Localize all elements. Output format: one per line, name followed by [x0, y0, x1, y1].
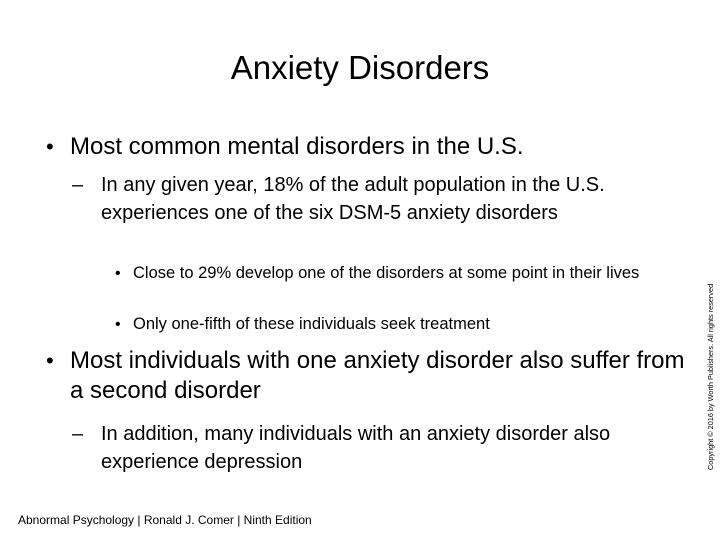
dash-marker: – [72, 174, 84, 196]
sub-sub-bullet-text: Close to 29% develop one of the disorders at some point in their lives [133, 264, 640, 282]
bullet-text: Most common mental disorders in the U.S. [70, 133, 524, 160]
slide-title: Anxiety Disorders [230, 49, 490, 86]
sub-bullet-text: In any given year, 18% of the adult population in the U.S. experiences one of the six DSM-5 anxiety disorders [101, 174, 605, 224]
bullet-item [46, 346, 686, 406]
bullet-marker: • [46, 134, 54, 159]
bullet-text: Most individuals with one anxiety disorder also suffer from a second disorder [70, 347, 685, 404]
sub-bullet-text: In addition, many individuals with an anxiety disorder also experience depression [101, 423, 611, 473]
sub-sub-bullet-item [115, 313, 675, 336]
sub-bullet-item [72, 420, 672, 476]
bullet-item [46, 132, 686, 162]
bullet-marker: • [46, 348, 54, 373]
sub-sub-bullet-item [115, 262, 675, 285]
copyright-notice: Copyright © 2016 by Worth Publishers. All rights reserved [706, 283, 715, 470]
slide-footer: Abnormal Psychology | Ronald J. Comer | Ninth Edition [18, 513, 312, 527]
bullet-marker: • [115, 265, 121, 282]
bullet-marker: • [115, 316, 121, 333]
dash-marker: – [72, 423, 84, 445]
sub-bullet-item [72, 171, 672, 227]
sub-sub-bullet-text: Only one-fifth of these individuals seek treatment [133, 315, 490, 333]
